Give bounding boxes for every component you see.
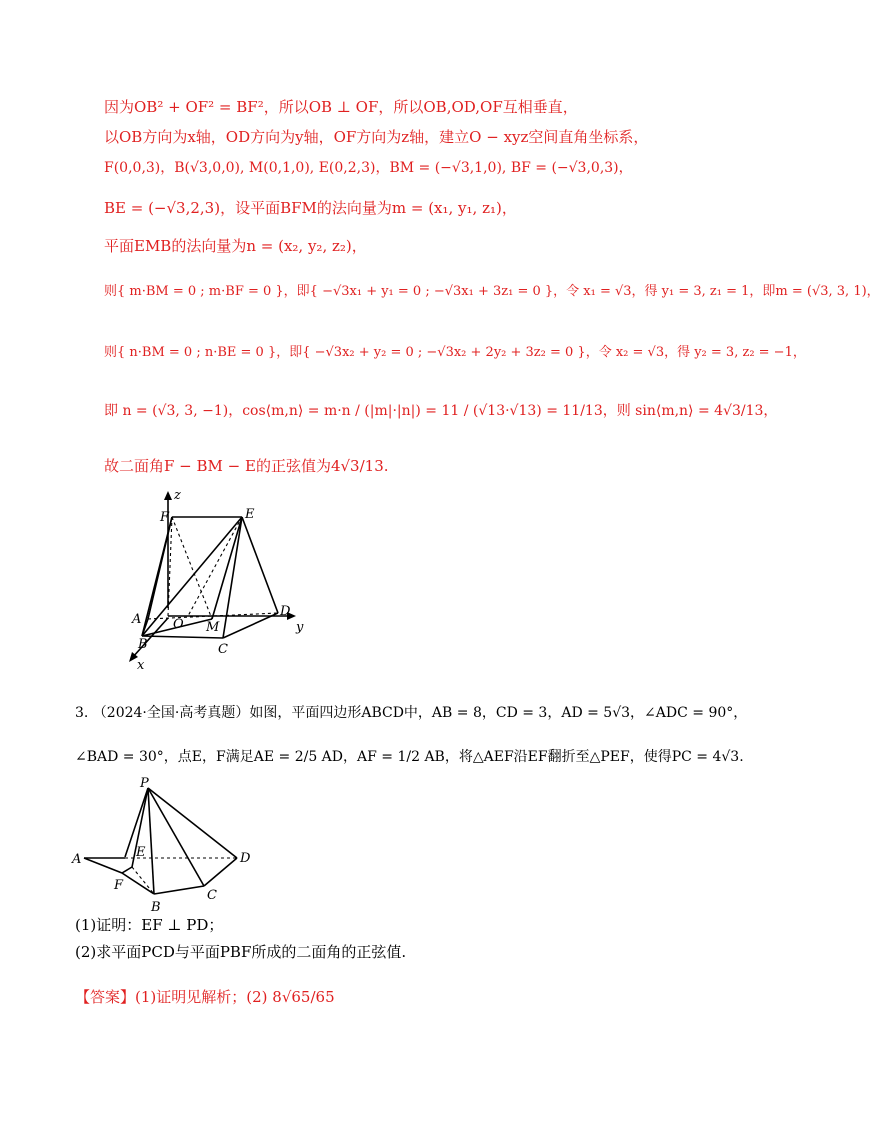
solution-line-5: 平面EMB的法向量为n = (x₂, y₂, z₂)， [104, 237, 367, 255]
solution-line-2: 以OB方向为x轴，OD方向为y轴，OF方向为z轴，建立O − xyz空间直角坐标系， [104, 128, 649, 146]
answer-text: (1)证明见解析；(2) 8√65/65 [135, 988, 335, 1006]
fig1-label-E: E [245, 507, 255, 522]
fig2-label-B: B [151, 900, 161, 915]
answer-line [75, 986, 335, 1008]
fig2-label-P: P [140, 776, 149, 791]
problem-part-1: (1)证明：EF ⊥ PD； [75, 916, 224, 934]
solution-line-6: 则{ m·BM = 0 ; m·BF = 0 }，即{ −√3x₁ + y₁ = 0 ; −√3x₁ + 3z₁ = 0 }，令 x₁ = √3，得 y₁ = 3, z₁ = 1，即m = (√3, 3, 1)， [104, 284, 880, 299]
solid-figure-2 [70, 776, 270, 914]
fig2-label-F: F [114, 878, 124, 893]
fig1-label-z: z [174, 488, 181, 503]
solid-figure-1 [120, 488, 320, 673]
problem-stem-line-2: ∠BAD = 30°，点E，F满足AE = 2/5 AD，AF = 1/2 AB，将△AEF沿EF翻折至△PEF，使得PC = 4√3. [75, 749, 744, 765]
solution-line-4: BE = (−√3,2,3)，设平面BFM的法向量为m = (x₁, y₁, z₁)， [104, 199, 517, 217]
fig1-label-B: B [138, 637, 148, 652]
problem-part-2: (2)求平面PCD与平面PBF所成的二面角的正弦值. [75, 943, 407, 961]
fig1-label-x: x [137, 658, 145, 673]
fig1-label-y: y [296, 620, 304, 635]
fig1-label-M: M [206, 620, 220, 635]
fig1-label-D: D [280, 604, 291, 619]
solution-line-1: 因为OB² + OF² = BF²，所以OB ⊥ OF，所以OB,OD,OF互相垂直， [104, 98, 578, 116]
answer-tag: 【答案】 [75, 988, 136, 1006]
fig1-label-A: A [132, 612, 142, 627]
fig1-label-F: F [160, 510, 170, 525]
problem-stem-line-1: 3. （2024·全国·高考真题）如图，平面四边形ABCD中，AB = 8，CD = 3，AD = 5√3，∠ADC = 90°， [75, 705, 748, 721]
fig1-label-O: O [173, 617, 184, 632]
solution-line-3: F(0,0,3)，B(√3,0,0), M(0,1,0), E(0,2,3)，BM = (−√3,1,0), BF = (−√3,0,3)， [104, 160, 633, 176]
fig2-label-C: C [207, 888, 217, 903]
fig2-label-D: D [240, 851, 251, 866]
solution-line-8: 即 n = (√3, 3, −1)，cos⟨m,n⟩ = m·n / (|m|·|n|) = 11 / (√13·√13) = 11/13，则 sin⟨m,n⟩ = 4√3/13， [104, 403, 778, 419]
fig2-label-A: A [72, 852, 82, 867]
fig1-label-C: C [218, 642, 228, 657]
solution-line-7: 则{ n·BM = 0 ; n·BE = 0 }，即{ −√3x₂ + y₂ = 0 ; −√3x₂ + 2y₂ + 3z₂ = 0 }，令 x₂ = √3，得 y₂ = 3, z₂ = −1， [104, 345, 806, 360]
fig2-label-E: E [136, 845, 146, 860]
solution-line-9: 故二面角F − BM − E的正弦值为4√3/13. [104, 457, 389, 475]
